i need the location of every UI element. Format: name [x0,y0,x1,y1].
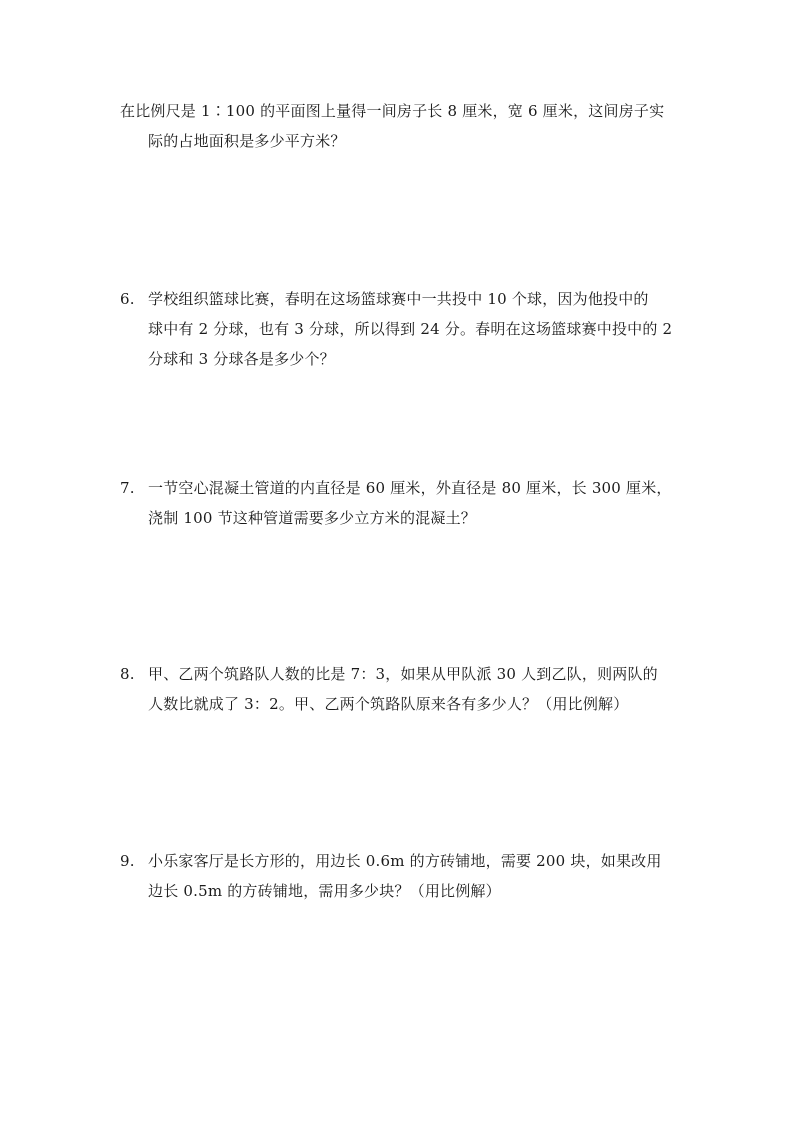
problem-text: 一节空心混凝土管道的内直径是 60 厘米，外直径是 80 厘米，长 300 厘米， [148,479,672,497]
problem-text: 学校组织篮球比赛，春明在这场篮球赛中一共投中 10 个球，因为他投中的 [148,290,649,308]
problem-line: 在比例尺是 1∶100 的平面图上量得一间房子长 8 厘米，宽 6 厘米，这间房子实 [120,102,665,120]
problem-line: 边长 0.5m 的方砖铺地，需用多少块？（用比例解） [148,882,501,900]
problem-number: 7. [120,479,135,497]
problem-line [120,659,700,689]
problem-scale-area [120,96,700,156]
problem-line: 际的占地面积是多少平方米？ [148,132,346,150]
problem-line: 分球和 3 分球各是多少个？ [148,350,335,368]
problem-line: 球中有 2 分球，也有 3 分球，所以得到 24 分。春明在这场篮球赛中投中的 2 [148,320,673,338]
problem-line: 浇制 100 节这种管道需要多少立方米的混凝土？ [148,509,476,527]
problem-text: 小乐家客厅是长方形的，用边长 0.6m 的方砖铺地，需要 200 块，如果改用 [148,852,662,870]
problem-line [120,284,700,314]
problem-9 [120,846,700,906]
problem-line: 人数比就成了 3：2。甲、乙两个筑路队原来各有多少人？（用比例解） [148,695,629,713]
problem-6 [120,284,700,374]
problem-line [120,473,700,503]
problem-line [120,846,700,876]
problem-number: 6. [120,290,135,308]
problem-number: 8. [120,665,135,683]
problem-number: 9. [120,852,135,870]
problem-7 [120,473,700,533]
problem-8 [120,659,700,719]
problem-text: 甲、乙两个筑路队人数的比是 7：3，如果从甲队派 30 人到乙队，则两队的 [148,665,658,683]
